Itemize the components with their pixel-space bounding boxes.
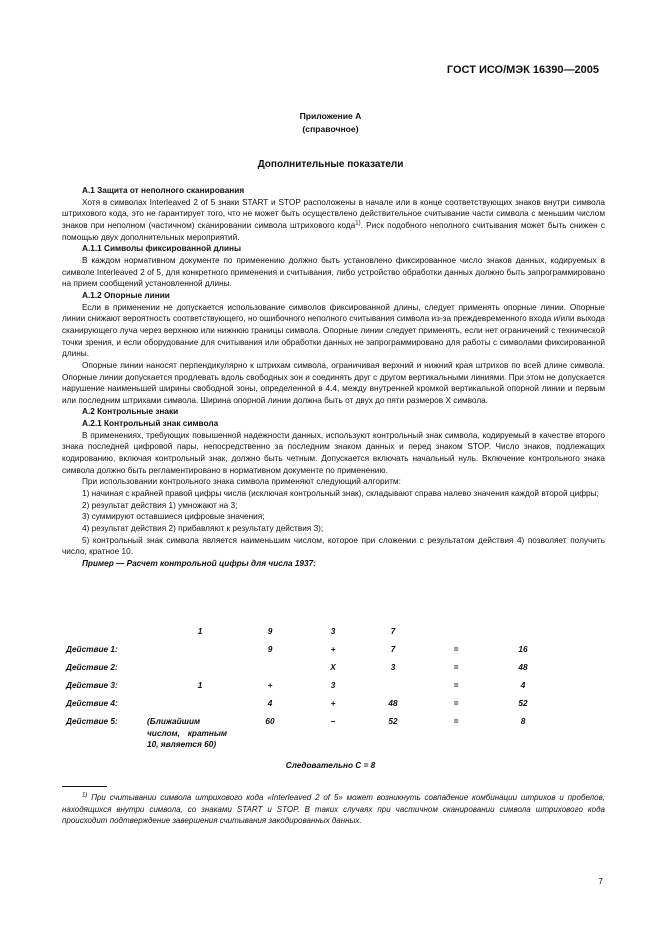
paragraph: При использовании контрольного знака символа применяют следующий алгоритм: xyxy=(82,477,401,487)
paragraph-text: . Риск подобного неполного считывания может быть снижен с помощью двух дополнительных мероприятий. xyxy=(62,220,605,242)
table-row xyxy=(62,645,605,663)
cell-text: – xyxy=(330,717,336,726)
page-number: 7 xyxy=(598,876,603,886)
footnote-ref: 1) xyxy=(355,220,361,227)
algorithm-step: 1) начиная с крайней правой цифры числа (исключая контрольный знак), складывают справа налево значения каждой второй цифры; xyxy=(82,489,599,499)
algorithm-step: 3) суммируют оставшиеся цифровые значения; xyxy=(82,512,265,522)
cell-text: 60 xyxy=(265,717,275,726)
footnote-text xyxy=(62,792,605,827)
cell-text: 52 xyxy=(518,699,528,708)
cell-text: Действие 2: xyxy=(66,663,118,672)
cell-text: = xyxy=(453,681,459,690)
paragraph: Если в применении не допускается использование символов фиксированной длины, следует применять опорные линии. Опорные линии снижают вероятность соответствующего, но ошибочного неполного считывания символа из-за преждевременного входа и/или выхода сканирующего луча через верхнюю или нижнюю границы символа. Опорные линии следует применять, если нет ограничений с технической точки зрения, и если оборудование для считывания или обработки данных не запрограммировано для работы с символами фиксированной длины. xyxy=(62,302,605,359)
table-row xyxy=(62,663,605,681)
cell-text: = xyxy=(453,663,459,672)
cell-text: 3 xyxy=(390,663,396,672)
cell-text: 7 xyxy=(390,645,396,654)
heading-a12: А.1.2 Опорные линии xyxy=(82,290,170,300)
cell-text: Действие 5: xyxy=(66,717,118,726)
cell-text: 3 xyxy=(330,627,336,636)
cell-text: Действие 3: xyxy=(66,681,118,690)
table-row xyxy=(62,627,605,645)
row-label xyxy=(66,699,118,708)
algorithm-step: 5) контрольный знак символа является наименьшим числом, которое при сложении с результатом действия 4) позволяет получить число, кратное 10. xyxy=(62,535,605,557)
footnote-body: При считывании символа штрихового кода «Interleaved 2 of 5» может возникнуть совпадение комбинации штрихов и пробелов, находящихся внутри символа, со знаками START и STOP. В таких случаях при частичном сканировании символа штрихового кода происходит подтверждение завершения считывания закодированных данных. xyxy=(62,793,605,825)
table-note: (Ближайшим числом, кратным 10, является 60) xyxy=(147,717,227,749)
cell-text: X xyxy=(330,663,336,672)
cell-text: 16 xyxy=(518,645,528,654)
cell-text: + xyxy=(330,645,336,654)
table-row xyxy=(62,699,605,717)
cell-text: 4 xyxy=(267,699,273,708)
cell-text: 3 xyxy=(330,681,336,690)
cell-text: 9 xyxy=(267,645,273,654)
cell-text: 52 xyxy=(388,717,398,726)
cell-text: 8 xyxy=(520,717,526,726)
example-table xyxy=(62,627,605,749)
cell-text: + xyxy=(330,699,336,708)
paragraph xyxy=(62,197,605,244)
heading-a21: А.2.1 Контрольный знак символа xyxy=(82,419,219,429)
paragraph: В каждом нормативном документе по применению должно быть установлено фиксированное число знаков данных, кодируемых в символе Interleaved 2 of 5, для конкретного применения и считывания, либо устройство обработки данных должно быть запрограммировано на прием сообщений установленной длины. xyxy=(62,255,605,289)
algorithm-step: 4) результат действия 2) прибавляют к результату действия 3); xyxy=(82,524,324,534)
document-body xyxy=(62,185,605,570)
example-title: Пример — Расчет контрольной цифры для числа 1937: xyxy=(82,559,316,568)
footnote-mark: 1) xyxy=(82,792,88,799)
cell-text: 4 xyxy=(520,681,526,690)
cell-text: 48 xyxy=(518,663,528,672)
algorithm-step: 2) результат действия 1) умножают на 3; xyxy=(82,500,238,510)
row-label xyxy=(66,645,118,654)
appendix-title: Приложение А xyxy=(299,111,362,121)
heading-a2: А.2 Контрольные знаки xyxy=(82,407,179,417)
section-title: Дополнительные показатели xyxy=(257,159,404,170)
footnote-divider xyxy=(62,786,107,787)
heading-a11: А.1.1 Символы фиксированной длины xyxy=(82,244,242,254)
cell-text: 7 xyxy=(390,627,396,636)
conclusion: Следовательно С = 8 xyxy=(285,761,376,770)
cell-text: 1 xyxy=(197,627,203,636)
footnote xyxy=(62,792,605,827)
cell-text: + xyxy=(267,681,273,690)
appendix-heading xyxy=(0,110,661,136)
cell-text: = xyxy=(453,645,459,654)
appendix-subtitle: (справочное) xyxy=(302,124,359,134)
paragraph-text: Хотя в символах Interleaved 2 of 5 знаки START и STOP расположены в начале или в конце соответствующих знаков внутри символа штрихового кода, это не гарантирует того, что не может быть осуществлено действительное считывание части символа с меньшим числом знаков при неполном (частичном) сканировании символа штрихового кода xyxy=(62,197,605,230)
cell-text: = xyxy=(453,699,459,708)
cell-text: Действие 1: xyxy=(66,645,118,654)
row-label xyxy=(66,717,118,726)
row-label xyxy=(66,663,118,672)
cell-text: = xyxy=(453,717,459,726)
cell-text: 1 xyxy=(197,681,203,690)
document-header: ГОСТ ИСО/МЭК 16390—2005 xyxy=(446,64,599,76)
cell-text: 48 xyxy=(388,699,398,708)
cell-text: 9 xyxy=(267,627,273,636)
heading-a1: А.1 Защита от неполного сканирования xyxy=(82,186,245,195)
paragraph: Опорные линии наносят перпендикулярно к штрихам символа, ограничивая верхний и нижний края штрихов по всей длине символа. Опорные линии допускается продлевать вдоль свободных зон и соединять друг с другом вертикальными линиями. При этом не допускается нарушение наименьшей ширины свободной зоны, определенной в 4.4, между внутренней кромкой вертикальной опорной линии и первым или последним штрихами символа. Ширина опорной линии должна быть от двух до пяти размеров X символа. xyxy=(62,360,605,405)
table-row xyxy=(62,717,605,749)
cell-text: Действие 4: xyxy=(66,699,118,708)
row-label xyxy=(66,681,118,690)
table-row xyxy=(62,681,605,699)
paragraph: В применениях, требующих повышенной надежности данных, используют контрольный знак символа, кодируемый в качестве второго знака последней цифровой пары, непосредственно за последним знаком данных и перед знаком STOP. Число знаков, подлежащих кодированию, включая контрольный знак, должно быть четным. Допускается включать начальный нуль. Включение контрольного знака символа должно быть регламентировано в нормативном документе по применению. xyxy=(62,430,605,475)
